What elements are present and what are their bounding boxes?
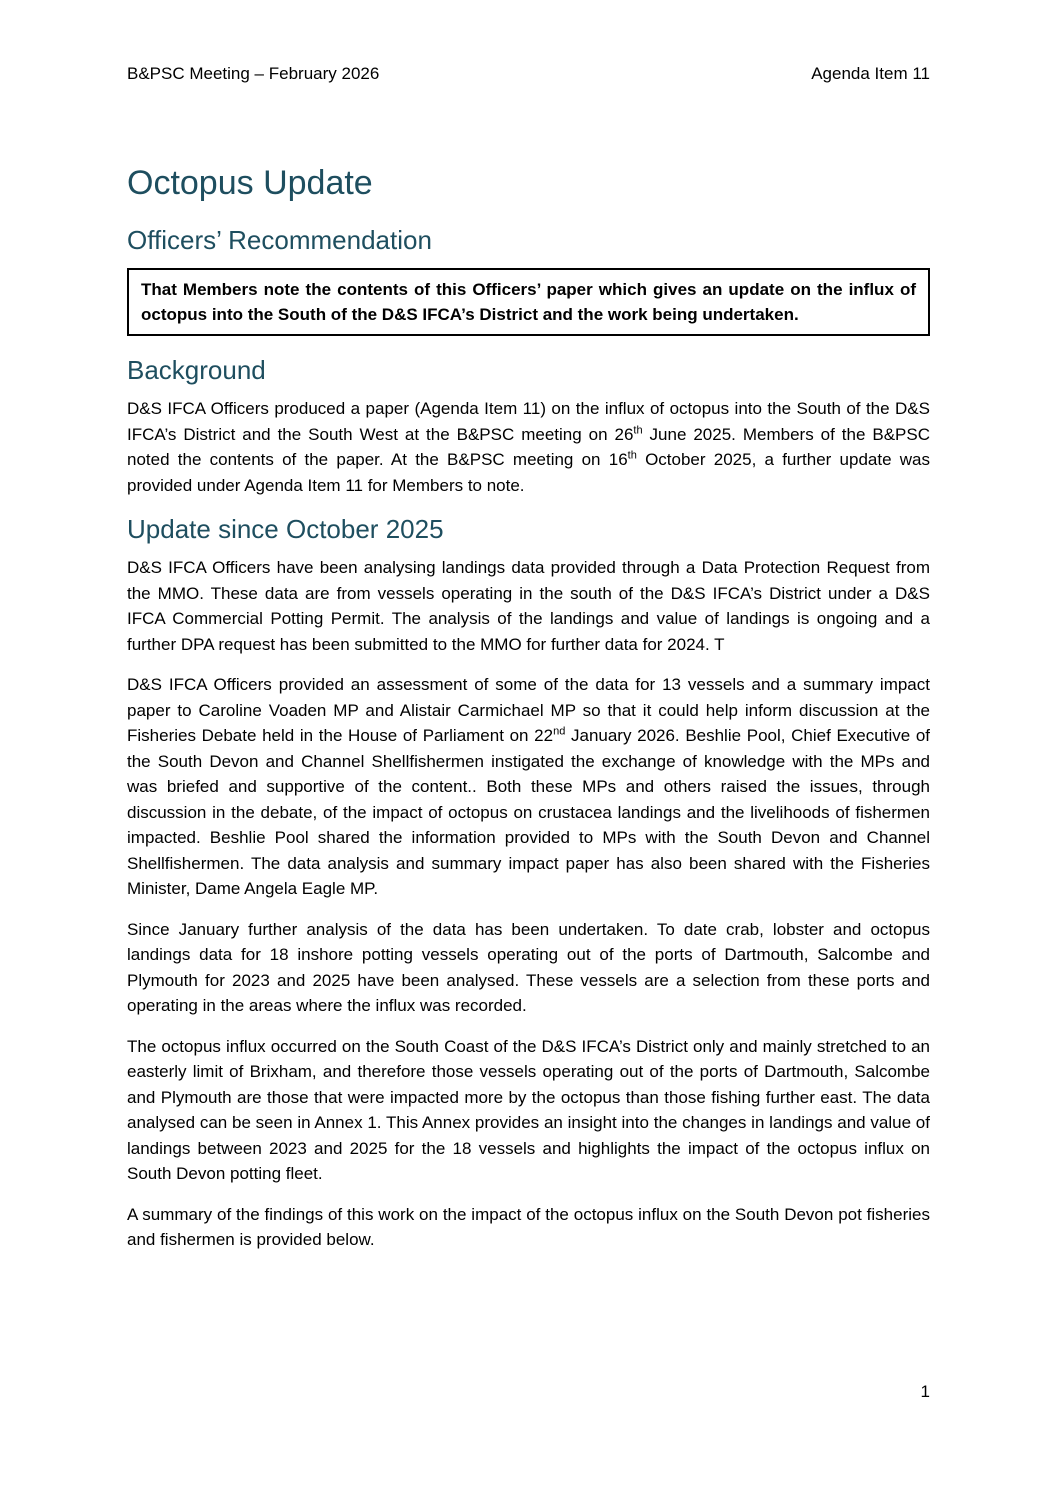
superscript-ordinal: th [627,449,637,462]
update-paragraph-5: A summary of the findings of this work on the impact of the octopus influx on the South Devon pot fisheries and fishermen is provided below. [127,1204,930,1249]
update-paragraph-4: The octopus influx occurred on the South Coast of the D&S IFCA’s District only and mainly stretched to an easterly limit of Brixham, and therefore those vessels operating out of the ports of Dartmouth, Salcombe and Plymouth are those that were impacted more by the octopus than those fishing further east. The data analysed can be seen in Annex 1. This Annex provides an insight into the changes in landings and value of landings between 2023 and 2025 for the 18 vessels and highlights the impact of the octopus influx on South Devon potting fleet. [127,1036,930,1183]
text-run: October 2025, a further update was provided under Agenda Item 11 for Members to note. [127,450,931,495]
superscript-ordinal: nd [553,725,566,738]
text-run: June 2025. Members of the B&PSC noted the contents of the paper. At the B&PSC meeting on 16 [127,424,930,469]
update-paragraph-2 [127,672,930,902]
update-paragraph-3: Since January further analysis of the data has been undertaken. To date crab, lobster and octopus landings data for 18 inshore potting vessels operating out of the ports of Dartmouth, Salcombe and Plymouth for 2023 and 2025 have been analysed. These vessels are a selection from these ports and operating in the areas where the influx was recorded. [127,919,930,1015]
superscript-ordinal: th [633,423,643,436]
update-heading: Update since October 2025 [127,514,444,544]
background-heading: Background [127,355,266,385]
recommendation-box: That Members note the contents of this Officers’ paper which gives an update on the influx of octopus into the South of the D&S IFCA’s District and the work being undertaken. [127,268,930,336]
header-meeting-title: B&PSC Meeting – February 2026 [127,64,380,83]
text-run: D&S IFCA Officers provided an assessment of some of the data for 13 vessels and a summary impact paper to Caroline Voaden MP and Alistair Carmichael MP so that it could help inform discussion at the Fisheries Debate held in the House of Parliament on 22 [127,675,930,745]
page-title: Octopus Update [127,164,373,202]
background-paragraph [127,396,930,498]
officers-recommendation-heading: Officers’ Recommendation [127,225,432,255]
page-number: 1 [920,1382,930,1401]
text-run: D&S IFCA Officers produced a paper (Agenda Item 11) on the influx of octopus into the South of the D&S IFCA’s District and the South West at the B&PSC meeting on 26 [127,399,930,444]
update-paragraph-1: D&S IFCA Officers have been analysing landings data provided through a Data Protection Request from the MMO. These data are from vessels operating in the south of the D&S IFCA’s District under a D&S IFCA Commercial Potting Permit. The analysis of the landings and value of landings is ongoing and a further DPA request has been submitted to the MMO for further data for 2024. T [127,558,930,654]
header-agenda-item: Agenda Item 11 [811,64,930,83]
page-header [127,63,930,85]
text-run: January 2026. Beshlie Pool, Chief Executive of the South Devon and Channel Shellfishermen instigated the exchange of knowledge with the MPs and was briefed and supportive of the content.. Both these MPs and others raised the issues, through discussion in the debate, of the impact of octopus on crustacea landings and the livelihoods of fishermen impacted. Beshlie Pool shared the information provided to MPs with the South Devon and Channel Shellfishermen. The data analysis and summary impact paper has also been shared with the Fisheries Minister, Dame Angela Eagle MP. [127,726,931,898]
